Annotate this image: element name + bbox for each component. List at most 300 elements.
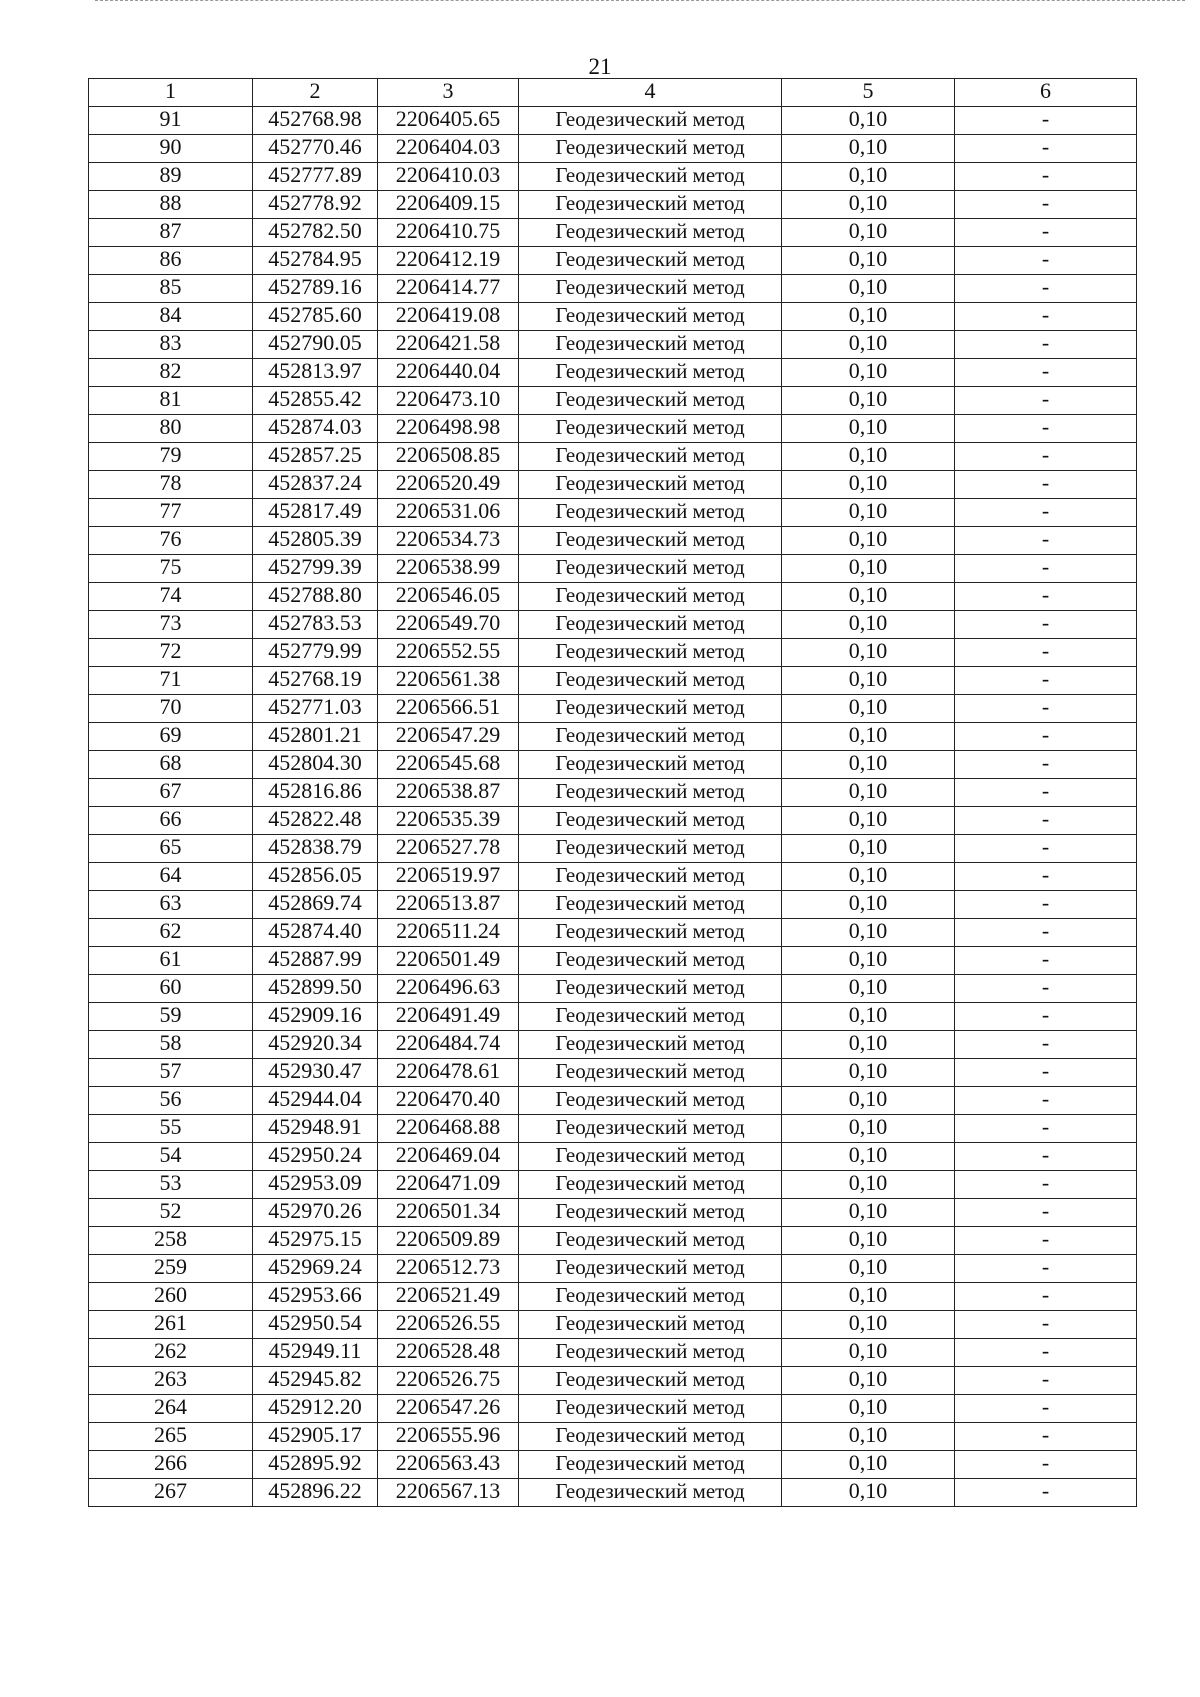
x-coordinate-cell: 452805.39: [253, 527, 378, 555]
x-coordinate-cell: 452855.42: [253, 387, 378, 415]
method-cell: Геодезический метод: [519, 1479, 782, 1507]
method-cell: Геодезический метод: [519, 471, 782, 499]
x-coordinate-cell: 452909.16: [253, 1003, 378, 1031]
accuracy-cell: 0,10: [782, 1423, 955, 1451]
note-cell: -: [955, 723, 1137, 751]
accuracy-cell: 0,10: [782, 835, 955, 863]
note-cell: -: [955, 527, 1137, 555]
x-coordinate-cell: 452782.50: [253, 219, 378, 247]
accuracy-cell: 0,10: [782, 443, 955, 471]
point-number-cell: 91: [89, 107, 253, 135]
method-cell: Геодезический метод: [519, 1199, 782, 1227]
note-cell: -: [955, 891, 1137, 919]
accuracy-cell: 0,10: [782, 891, 955, 919]
accuracy-cell: 0,10: [782, 107, 955, 135]
method-cell: Геодезический метод: [519, 1143, 782, 1171]
point-number-cell: 262: [89, 1339, 253, 1367]
y-coordinate-cell: 2206520.49: [378, 471, 519, 499]
note-cell: -: [955, 135, 1137, 163]
note-cell: -: [955, 275, 1137, 303]
table-row: [89, 163, 1137, 191]
table-row: [89, 1143, 1137, 1171]
point-number-cell: 263: [89, 1367, 253, 1395]
method-cell: Геодезический метод: [519, 331, 782, 359]
point-number-cell: 261: [89, 1311, 253, 1339]
y-coordinate-cell: 2206513.87: [378, 891, 519, 919]
point-number-cell: 68: [89, 751, 253, 779]
x-coordinate-cell: 452930.47: [253, 1059, 378, 1087]
y-coordinate-cell: 2206405.65: [378, 107, 519, 135]
point-number-cell: 86: [89, 247, 253, 275]
y-coordinate-cell: 2206496.63: [378, 975, 519, 1003]
accuracy-cell: 0,10: [782, 1367, 955, 1395]
method-cell: Геодезический метод: [519, 135, 782, 163]
point-number-cell: 70: [89, 695, 253, 723]
x-coordinate-cell: 452822.48: [253, 807, 378, 835]
y-coordinate-cell: 2206509.89: [378, 1227, 519, 1255]
note-cell: -: [955, 1115, 1137, 1143]
accuracy-cell: 0,10: [782, 1451, 955, 1479]
x-coordinate-cell: 452779.99: [253, 639, 378, 667]
table-row: [89, 667, 1137, 695]
point-number-cell: 81: [89, 387, 253, 415]
accuracy-cell: 0,10: [782, 1059, 955, 1087]
note-cell: -: [955, 1087, 1137, 1115]
point-number-cell: 258: [89, 1227, 253, 1255]
x-coordinate-cell: 452771.03: [253, 695, 378, 723]
accuracy-cell: 0,10: [782, 1395, 955, 1423]
table-row: [89, 779, 1137, 807]
column-header: 3: [378, 79, 519, 107]
point-number-cell: 80: [89, 415, 253, 443]
point-number-cell: 79: [89, 443, 253, 471]
accuracy-cell: 0,10: [782, 779, 955, 807]
x-coordinate-cell: 452945.82: [253, 1367, 378, 1395]
point-number-cell: 260: [89, 1283, 253, 1311]
table-row: [89, 303, 1137, 331]
y-coordinate-cell: 2206404.03: [378, 135, 519, 163]
accuracy-cell: 0,10: [782, 219, 955, 247]
table-row: [89, 1003, 1137, 1031]
note-cell: -: [955, 863, 1137, 891]
note-cell: -: [955, 1171, 1137, 1199]
method-cell: Геодезический метод: [519, 191, 782, 219]
table-row: [89, 751, 1137, 779]
table-row: [89, 1255, 1137, 1283]
note-cell: -: [955, 219, 1137, 247]
table-row: [89, 1479, 1137, 1507]
point-number-cell: 60: [89, 975, 253, 1003]
x-coordinate-cell: 452789.16: [253, 275, 378, 303]
y-coordinate-cell: 2206519.97: [378, 863, 519, 891]
y-coordinate-cell: 2206468.88: [378, 1115, 519, 1143]
x-coordinate-cell: 452778.92: [253, 191, 378, 219]
x-coordinate-cell: 452887.99: [253, 947, 378, 975]
note-cell: -: [955, 247, 1137, 275]
y-coordinate-cell: 2206531.06: [378, 499, 519, 527]
point-number-cell: 265: [89, 1423, 253, 1451]
point-number-cell: 63: [89, 891, 253, 919]
x-coordinate-cell: 452804.30: [253, 751, 378, 779]
y-coordinate-cell: 2206527.78: [378, 835, 519, 863]
point-number-cell: 71: [89, 667, 253, 695]
x-coordinate-cell: 452944.04: [253, 1087, 378, 1115]
point-number-cell: 264: [89, 1395, 253, 1423]
note-cell: -: [955, 1031, 1137, 1059]
table-row: [89, 1283, 1137, 1311]
method-cell: Геодезический метод: [519, 1171, 782, 1199]
x-coordinate-cell: 452788.80: [253, 583, 378, 611]
accuracy-cell: 0,10: [782, 1283, 955, 1311]
point-number-cell: 73: [89, 611, 253, 639]
method-cell: Геодезический метод: [519, 163, 782, 191]
y-coordinate-cell: 2206478.61: [378, 1059, 519, 1087]
note-cell: -: [955, 471, 1137, 499]
note-cell: -: [955, 1059, 1137, 1087]
accuracy-cell: 0,10: [782, 1003, 955, 1031]
accuracy-cell: 0,10: [782, 1227, 955, 1255]
y-coordinate-cell: 2206547.29: [378, 723, 519, 751]
accuracy-cell: 0,10: [782, 723, 955, 751]
point-number-cell: 259: [89, 1255, 253, 1283]
accuracy-cell: 0,10: [782, 1031, 955, 1059]
y-coordinate-cell: 2206547.26: [378, 1395, 519, 1423]
note-cell: -: [955, 947, 1137, 975]
table-row: [89, 611, 1137, 639]
point-number-cell: 64: [89, 863, 253, 891]
y-coordinate-cell: 2206512.73: [378, 1255, 519, 1283]
method-cell: Геодезический метод: [519, 863, 782, 891]
table-row: [89, 555, 1137, 583]
coordinates-table: [88, 78, 1137, 1507]
table-header-row: [89, 79, 1137, 107]
accuracy-cell: 0,10: [782, 667, 955, 695]
x-coordinate-cell: 452837.24: [253, 471, 378, 499]
y-coordinate-cell: 2206421.58: [378, 331, 519, 359]
point-number-cell: 56: [89, 1087, 253, 1115]
column-header: 6: [955, 79, 1137, 107]
note-cell: -: [955, 1003, 1137, 1031]
accuracy-cell: 0,10: [782, 1479, 955, 1507]
point-number-cell: 69: [89, 723, 253, 751]
method-cell: Геодезический метод: [519, 807, 782, 835]
accuracy-cell: 0,10: [782, 135, 955, 163]
column-header: 2: [253, 79, 378, 107]
x-coordinate-cell: 452816.86: [253, 779, 378, 807]
method-cell: Геодезический метод: [519, 1255, 782, 1283]
y-coordinate-cell: 2206566.51: [378, 695, 519, 723]
y-coordinate-cell: 2206526.75: [378, 1367, 519, 1395]
y-coordinate-cell: 2206470.40: [378, 1087, 519, 1115]
point-number-cell: 54: [89, 1143, 253, 1171]
x-coordinate-cell: 452813.97: [253, 359, 378, 387]
y-coordinate-cell: 2206508.85: [378, 443, 519, 471]
table-row: [89, 331, 1137, 359]
point-number-cell: 88: [89, 191, 253, 219]
accuracy-cell: 0,10: [782, 1115, 955, 1143]
table-row: [89, 443, 1137, 471]
x-coordinate-cell: 452948.91: [253, 1115, 378, 1143]
accuracy-cell: 0,10: [782, 863, 955, 891]
table-row: [89, 219, 1137, 247]
y-coordinate-cell: 2206563.43: [378, 1451, 519, 1479]
note-cell: -: [955, 443, 1137, 471]
table-row: [89, 975, 1137, 1003]
table-row: [89, 415, 1137, 443]
x-coordinate-cell: 452953.09: [253, 1171, 378, 1199]
x-coordinate-cell: 452912.20: [253, 1395, 378, 1423]
method-cell: Геодезический метод: [519, 891, 782, 919]
method-cell: Геодезический метод: [519, 247, 782, 275]
method-cell: Геодезический метод: [519, 1059, 782, 1087]
accuracy-cell: 0,10: [782, 415, 955, 443]
y-coordinate-cell: 2206484.74: [378, 1031, 519, 1059]
accuracy-cell: 0,10: [782, 751, 955, 779]
y-coordinate-cell: 2206546.05: [378, 583, 519, 611]
table-row: [89, 835, 1137, 863]
note-cell: -: [955, 415, 1137, 443]
method-cell: Геодезический метод: [519, 975, 782, 1003]
point-number-cell: 78: [89, 471, 253, 499]
accuracy-cell: 0,10: [782, 331, 955, 359]
note-cell: -: [955, 191, 1137, 219]
x-coordinate-cell: 452768.19: [253, 667, 378, 695]
accuracy-cell: 0,10: [782, 1087, 955, 1115]
method-cell: Геодезический метод: [519, 1395, 782, 1423]
method-cell: Геодезический метод: [519, 1283, 782, 1311]
method-cell: Геодезический метод: [519, 219, 782, 247]
accuracy-cell: 0,10: [782, 975, 955, 1003]
table-body: [89, 107, 1137, 1507]
accuracy-cell: 0,10: [782, 919, 955, 947]
note-cell: -: [955, 639, 1137, 667]
method-cell: Геодезический метод: [519, 947, 782, 975]
x-coordinate-cell: 452777.89: [253, 163, 378, 191]
point-number-cell: 75: [89, 555, 253, 583]
point-number-cell: 57: [89, 1059, 253, 1087]
y-coordinate-cell: 2206549.70: [378, 611, 519, 639]
note-cell: -: [955, 1479, 1137, 1507]
table-row: [89, 947, 1137, 975]
x-coordinate-cell: 452899.50: [253, 975, 378, 1003]
y-coordinate-cell: 2206528.48: [378, 1339, 519, 1367]
method-cell: Геодезический метод: [519, 303, 782, 331]
point-number-cell: 74: [89, 583, 253, 611]
table-row: [89, 1395, 1137, 1423]
accuracy-cell: 0,10: [782, 387, 955, 415]
method-cell: Геодезический метод: [519, 1115, 782, 1143]
accuracy-cell: 0,10: [782, 1199, 955, 1227]
x-coordinate-cell: 452953.66: [253, 1283, 378, 1311]
x-coordinate-cell: 452970.26: [253, 1199, 378, 1227]
x-coordinate-cell: 452905.17: [253, 1423, 378, 1451]
y-coordinate-cell: 2206521.49: [378, 1283, 519, 1311]
y-coordinate-cell: 2206440.04: [378, 359, 519, 387]
note-cell: -: [955, 919, 1137, 947]
method-cell: Геодезический метод: [519, 1367, 782, 1395]
table-row: [89, 1339, 1137, 1367]
note-cell: -: [955, 807, 1137, 835]
y-coordinate-cell: 2206501.49: [378, 947, 519, 975]
accuracy-cell: 0,10: [782, 1143, 955, 1171]
method-cell: Геодезический метод: [519, 527, 782, 555]
method-cell: Геодезический метод: [519, 1423, 782, 1451]
accuracy-cell: 0,10: [782, 1255, 955, 1283]
note-cell: -: [955, 1199, 1137, 1227]
x-coordinate-cell: 452801.21: [253, 723, 378, 751]
y-coordinate-cell: 2206534.73: [378, 527, 519, 555]
point-number-cell: 61: [89, 947, 253, 975]
note-cell: -: [955, 303, 1137, 331]
x-coordinate-cell: 452799.39: [253, 555, 378, 583]
point-number-cell: 65: [89, 835, 253, 863]
accuracy-cell: 0,10: [782, 583, 955, 611]
note-cell: -: [955, 163, 1137, 191]
note-cell: -: [955, 779, 1137, 807]
table-row: [89, 107, 1137, 135]
accuracy-cell: 0,10: [782, 695, 955, 723]
note-cell: -: [955, 1283, 1137, 1311]
y-coordinate-cell: 2206410.03: [378, 163, 519, 191]
table-row: [89, 807, 1137, 835]
x-coordinate-cell: 452874.40: [253, 919, 378, 947]
table-row: [89, 863, 1137, 891]
x-coordinate-cell: 452949.11: [253, 1339, 378, 1367]
y-coordinate-cell: 2206552.55: [378, 639, 519, 667]
point-number-cell: 66: [89, 807, 253, 835]
table-row: [89, 723, 1137, 751]
y-coordinate-cell: 2206473.10: [378, 387, 519, 415]
accuracy-cell: 0,10: [782, 807, 955, 835]
accuracy-cell: 0,10: [782, 947, 955, 975]
method-cell: Геодезический метод: [519, 1003, 782, 1031]
note-cell: -: [955, 583, 1137, 611]
note-cell: -: [955, 1255, 1137, 1283]
y-coordinate-cell: 2206545.68: [378, 751, 519, 779]
point-number-cell: 67: [89, 779, 253, 807]
table-row: [89, 1423, 1137, 1451]
method-cell: Геодезический метод: [519, 275, 782, 303]
table-row: [89, 1311, 1137, 1339]
table-row: [89, 1115, 1137, 1143]
x-coordinate-cell: 452874.03: [253, 415, 378, 443]
x-coordinate-cell: 452895.92: [253, 1451, 378, 1479]
y-coordinate-cell: 2206491.49: [378, 1003, 519, 1031]
y-coordinate-cell: 2206567.13: [378, 1479, 519, 1507]
method-cell: Геодезический метод: [519, 107, 782, 135]
x-coordinate-cell: 452969.24: [253, 1255, 378, 1283]
note-cell: -: [955, 835, 1137, 863]
x-coordinate-cell: 452785.60: [253, 303, 378, 331]
x-coordinate-cell: 452869.74: [253, 891, 378, 919]
x-coordinate-cell: 452950.24: [253, 1143, 378, 1171]
table-row: [89, 527, 1137, 555]
table-row: [89, 1059, 1137, 1087]
note-cell: -: [955, 499, 1137, 527]
method-cell: Геодезический метод: [519, 611, 782, 639]
method-cell: Геодезический метод: [519, 723, 782, 751]
point-number-cell: 76: [89, 527, 253, 555]
accuracy-cell: 0,10: [782, 163, 955, 191]
y-coordinate-cell: 2206498.98: [378, 415, 519, 443]
note-cell: -: [955, 331, 1137, 359]
note-cell: -: [955, 611, 1137, 639]
method-cell: Геодезический метод: [519, 1451, 782, 1479]
point-number-cell: 266: [89, 1451, 253, 1479]
note-cell: -: [955, 387, 1137, 415]
x-coordinate-cell: 452817.49: [253, 499, 378, 527]
x-coordinate-cell: 452975.15: [253, 1227, 378, 1255]
x-coordinate-cell: 452838.79: [253, 835, 378, 863]
table-row: [89, 191, 1137, 219]
point-number-cell: 53: [89, 1171, 253, 1199]
table-row: [89, 1087, 1137, 1115]
y-coordinate-cell: 2206555.96: [378, 1423, 519, 1451]
x-coordinate-cell: 452857.25: [253, 443, 378, 471]
point-number-cell: 59: [89, 1003, 253, 1031]
note-cell: -: [955, 1339, 1137, 1367]
method-cell: Геодезический метод: [519, 583, 782, 611]
point-number-cell: 83: [89, 331, 253, 359]
x-coordinate-cell: 452896.22: [253, 1479, 378, 1507]
point-number-cell: 58: [89, 1031, 253, 1059]
table-row: [89, 1227, 1137, 1255]
accuracy-cell: 0,10: [782, 247, 955, 275]
y-coordinate-cell: 2206501.34: [378, 1199, 519, 1227]
accuracy-cell: 0,10: [782, 555, 955, 583]
table-row: [89, 275, 1137, 303]
point-number-cell: 52: [89, 1199, 253, 1227]
note-cell: -: [955, 1311, 1137, 1339]
y-coordinate-cell: 2206410.75: [378, 219, 519, 247]
note-cell: -: [955, 1227, 1137, 1255]
accuracy-cell: 0,10: [782, 359, 955, 387]
table-row: [89, 247, 1137, 275]
table-row: [89, 1451, 1137, 1479]
y-coordinate-cell: 2206419.08: [378, 303, 519, 331]
accuracy-cell: 0,10: [782, 1339, 955, 1367]
accuracy-cell: 0,10: [782, 639, 955, 667]
note-cell: -: [955, 975, 1137, 1003]
method-cell: Геодезический метод: [519, 387, 782, 415]
table-row: [89, 1199, 1137, 1227]
point-number-cell: 82: [89, 359, 253, 387]
accuracy-cell: 0,10: [782, 471, 955, 499]
accuracy-cell: 0,10: [782, 303, 955, 331]
table-row: [89, 891, 1137, 919]
table-row: [89, 387, 1137, 415]
note-cell: -: [955, 667, 1137, 695]
note-cell: -: [955, 1367, 1137, 1395]
note-cell: -: [955, 1143, 1137, 1171]
table-row: [89, 1367, 1137, 1395]
y-coordinate-cell: 2206511.24: [378, 919, 519, 947]
point-number-cell: 62: [89, 919, 253, 947]
x-coordinate-cell: 452920.34: [253, 1031, 378, 1059]
accuracy-cell: 0,10: [782, 611, 955, 639]
table-row: [89, 499, 1137, 527]
method-cell: Геодезический метод: [519, 415, 782, 443]
y-coordinate-cell: 2206526.55: [378, 1311, 519, 1339]
scan-top-border: [95, 0, 1185, 1]
y-coordinate-cell: 2206535.39: [378, 807, 519, 835]
x-coordinate-cell: 452783.53: [253, 611, 378, 639]
column-header: 4: [519, 79, 782, 107]
y-coordinate-cell: 2206471.09: [378, 1171, 519, 1199]
y-coordinate-cell: 2206409.15: [378, 191, 519, 219]
x-coordinate-cell: 452770.46: [253, 135, 378, 163]
note-cell: -: [955, 751, 1137, 779]
